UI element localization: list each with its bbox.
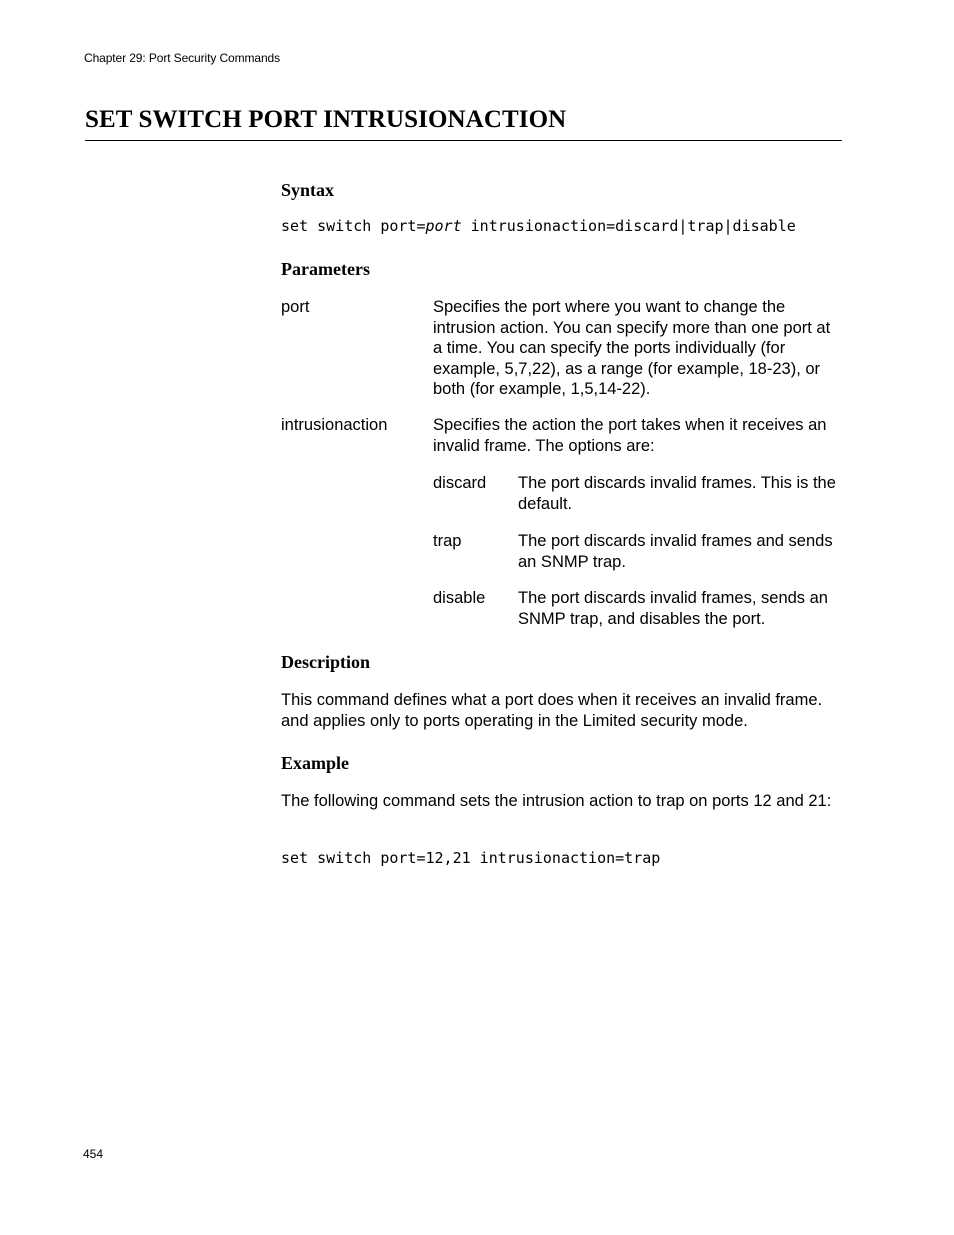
syntax-suffix: intrusionaction=discard|trap|disable (461, 217, 796, 235)
param-name-intrusionaction: intrusionaction (281, 416, 388, 434)
example-code: set switch port=12,21 intrusionaction=trap (281, 849, 661, 867)
syntax-code (281, 217, 796, 235)
page-number: 454 (83, 1147, 104, 1161)
page-title: SET SWITCH PORT INTRUSIONACTION (85, 106, 567, 133)
option-desc-discard: The port discards invalid frames. This is the default. (518, 474, 836, 513)
parameters-heading: Parameters (281, 259, 370, 279)
option-name-trap: trap (433, 532, 462, 550)
param-desc-intrusionaction: Specifies the action the port takes when it receives an invalid frame. The options are: (433, 416, 827, 455)
option-name-discard: discard (433, 474, 487, 492)
syntax-heading: Syntax (281, 180, 335, 200)
syntax-port-variable: port (425, 217, 462, 235)
title-rule (85, 140, 842, 141)
option-name-disable: disable (433, 589, 486, 607)
example-heading: Example (281, 753, 350, 773)
param-desc-port: Specifies the port where you want to change the intrusion action. You can specify more than one port at a time. You can specify the ports individually (for example, 5,7,22), as a range (for example, 18-23), or both (for example, 1,5,14-22). (433, 298, 831, 398)
description-text: This command defines what a port does when it receives an invalid frame. and applies only to ports operating in the Limited security mode. (281, 691, 823, 730)
example-text: The following command sets the intrusion action to trap on ports 12 and 21: (281, 792, 832, 810)
description-heading: Description (281, 652, 370, 672)
running-header: Chapter 29: Port Security Commands (84, 51, 281, 65)
option-desc-disable: The port discards invalid frames, sends an SNMP trap, and disables the port. (518, 589, 828, 628)
param-name-port: port (281, 298, 310, 316)
option-desc-trap: The port discards invalid frames and sends an SNMP trap. (518, 532, 833, 571)
syntax-prefix: set switch port= (281, 217, 426, 235)
